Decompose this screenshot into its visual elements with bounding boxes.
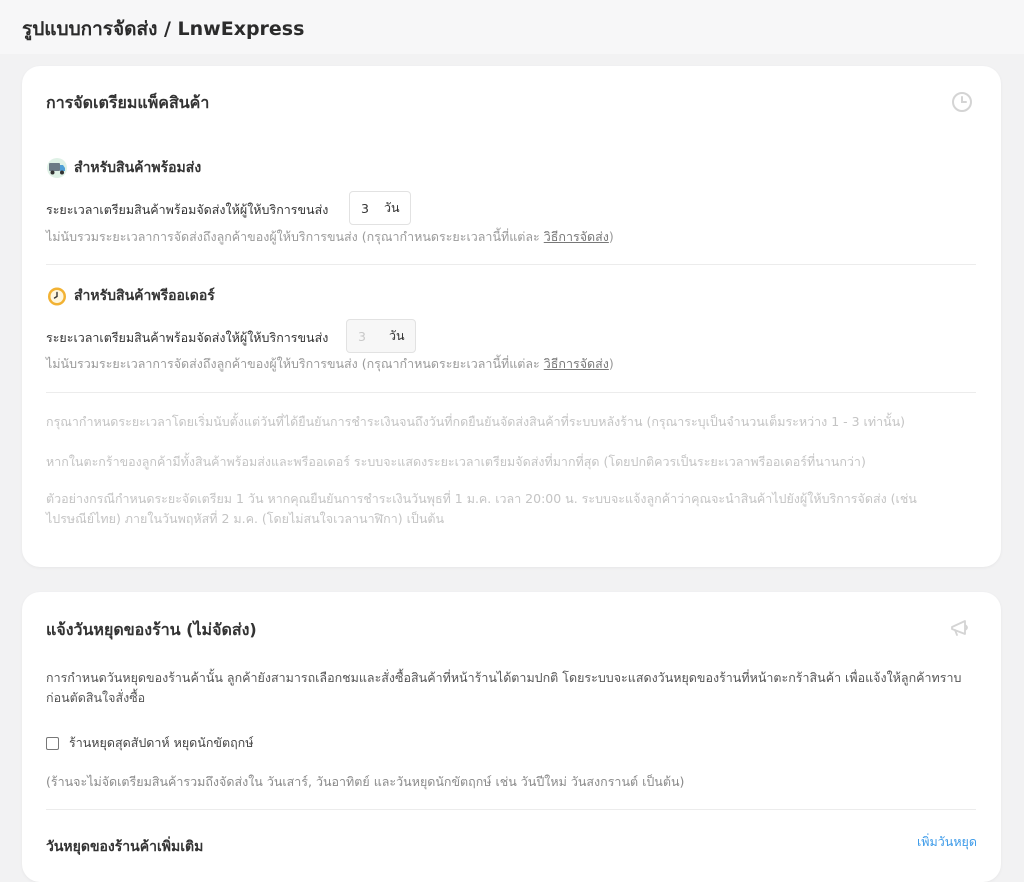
divider [46, 809, 976, 810]
preorder-days-value[interactable]: 3 [358, 328, 366, 344]
ready-days-value[interactable]: 3 [361, 200, 369, 216]
page-title: รูปแบบการจัดส่ง / LnwExpress [22, 18, 305, 40]
ready-hint [46, 227, 614, 247]
preorder-days-label: ระยะเวลาเตรียมสินค้าพร้อมจัดส่งให้ผู้ให้บริการขนส่ง [46, 330, 329, 345]
holiday-card [22, 592, 1001, 882]
weekend-holiday-checkbox[interactable] [46, 737, 59, 750]
ready-days-label: ระยะเวลาเตรียมสินค้าพร้อมจัดส่งให้ผู้ให้บริการขนส่ง [46, 202, 329, 217]
note-example: ตัวอย่างกรณีกำหนดระยะจัดเตรียม 1 วัน หากคุณยืนยันการชำระเงินวันพุธที่ 1 ม.ค. เวลา 20:00 น. ระบบจะแจ้งลูกค้าว่าคุณจะนำสินค้าไปยังผู้ให้บริการจัดส่ง (เช่น ไปรษณีย์ไทย) ภายในวันพฤหัสที่ 2 ม.ค. (โดยไม่สนใจเวลานาฬิกา) เป็นต้น [46, 491, 917, 526]
preorder-days-unit: วัน [389, 328, 405, 343]
prep-card-title: การจัดเตรียมแพ็คสินค้า [46, 93, 210, 112]
preorder-title-text: สำหรับสินค้าพรีออเดอร์ [74, 288, 215, 304]
preorder-section-title [46, 285, 215, 307]
preorder-days-field[interactable] [346, 319, 416, 353]
shipping-method-link[interactable]: วิธีการจัดส่ง [543, 356, 609, 371]
note-mixed-cart: หากในตะกร้าของลูกค้ามีทั้งสินค้าพร้อมส่งและพรีออเดอร์ ระบบจะแสดงระยะเวลาเตรียมจัดส่งที่มากที่สุด (โดยปกติควรเป็นระยะเวลาพรีออเดอร์ที่นานกว่า) [46, 454, 866, 469]
ready-title-text: สำหรับสินค้าพร้อมส่ง [74, 160, 202, 176]
preorder-hint-end: ) [608, 356, 614, 371]
ready-days-unit: วัน [384, 200, 400, 215]
ready-section-title [46, 157, 201, 179]
extra-holidays-title: วันหยุดของร้านค้าเพิ่มเติม [46, 839, 204, 855]
clock-icon [951, 91, 973, 113]
preorder-hint-text: ไม่นับรวมระยะเวลาการจัดส่งถึงลูกค้าของผู้ให้บริการขนส่ง (กรุณากำหนดระยะเวลานี้ที่แต่ละ [46, 356, 544, 371]
weekend-holiday-label[interactable]: ร้านหยุดสุดสัปดาห์ หยุดนักขัตฤกษ์ [69, 735, 254, 750]
prep-card [22, 66, 1001, 567]
weekend-holiday-option[interactable] [46, 733, 253, 753]
add-holiday-link[interactable]: เพิ่มวันหยุด [917, 834, 977, 849]
megaphone-icon [949, 617, 973, 639]
holiday-card-title: แจ้งวันหยุดของร้าน (ไม่จัดส่ง) [46, 620, 257, 639]
truck-icon [46, 157, 68, 179]
ready-hint-end: ) [608, 229, 614, 244]
divider [46, 392, 976, 393]
alarm-clock-icon [46, 285, 68, 307]
holiday-description: การกำหนดวันหยุดของร้านค้านั้น ลูกค้ายังสามารถเลือกชมและสั่งซื้อสินค้าที่หน้าร้านได้ตามปกติ โดยระบบจะแสดงวันหยุดของร้านที่หน้าตะกร้าสินค้า เพื่อแจ้งให้ลูกค้าทราบก่อนตัดสินใจสั่งซื้อ [46, 670, 962, 705]
note-range: กรุณากำหนดระยะเวลาโดยเริ่มนับตั้งแต่วันที่ได้ยืนยันการชำระเงินจนถึงวันที่กดยืนยันจัดส่งสินค้าที่ระบบหลังร้าน (กรุณาระบุเป็นจำนวนเต็มระหว่าง 1 - 3 เท่านั้น) [46, 414, 906, 429]
shipping-method-link[interactable]: วิธีการจัดส่ง [543, 229, 609, 244]
ready-hint-text: ไม่นับรวมระยะเวลาการจัดส่งถึงลูกค้าของผู้ให้บริการขนส่ง (กรุณากำหนดระยะเวลานี้ที่แต่ละ [46, 229, 544, 244]
preorder-hint [46, 354, 614, 374]
weekend-holiday-note: (ร้านจะไม่จัดเตรียมสินค้ารวมถึงจัดส่งใน วันเสาร์, วันอาทิตย์ และวันหยุดนักขัตฤกษ์ เช่น วันปีใหม่ วันสงกรานต์ เป็นต้น) [46, 774, 685, 789]
divider [46, 264, 976, 265]
top-bar [0, 0, 1024, 54]
ready-days-field[interactable] [349, 191, 411, 225]
